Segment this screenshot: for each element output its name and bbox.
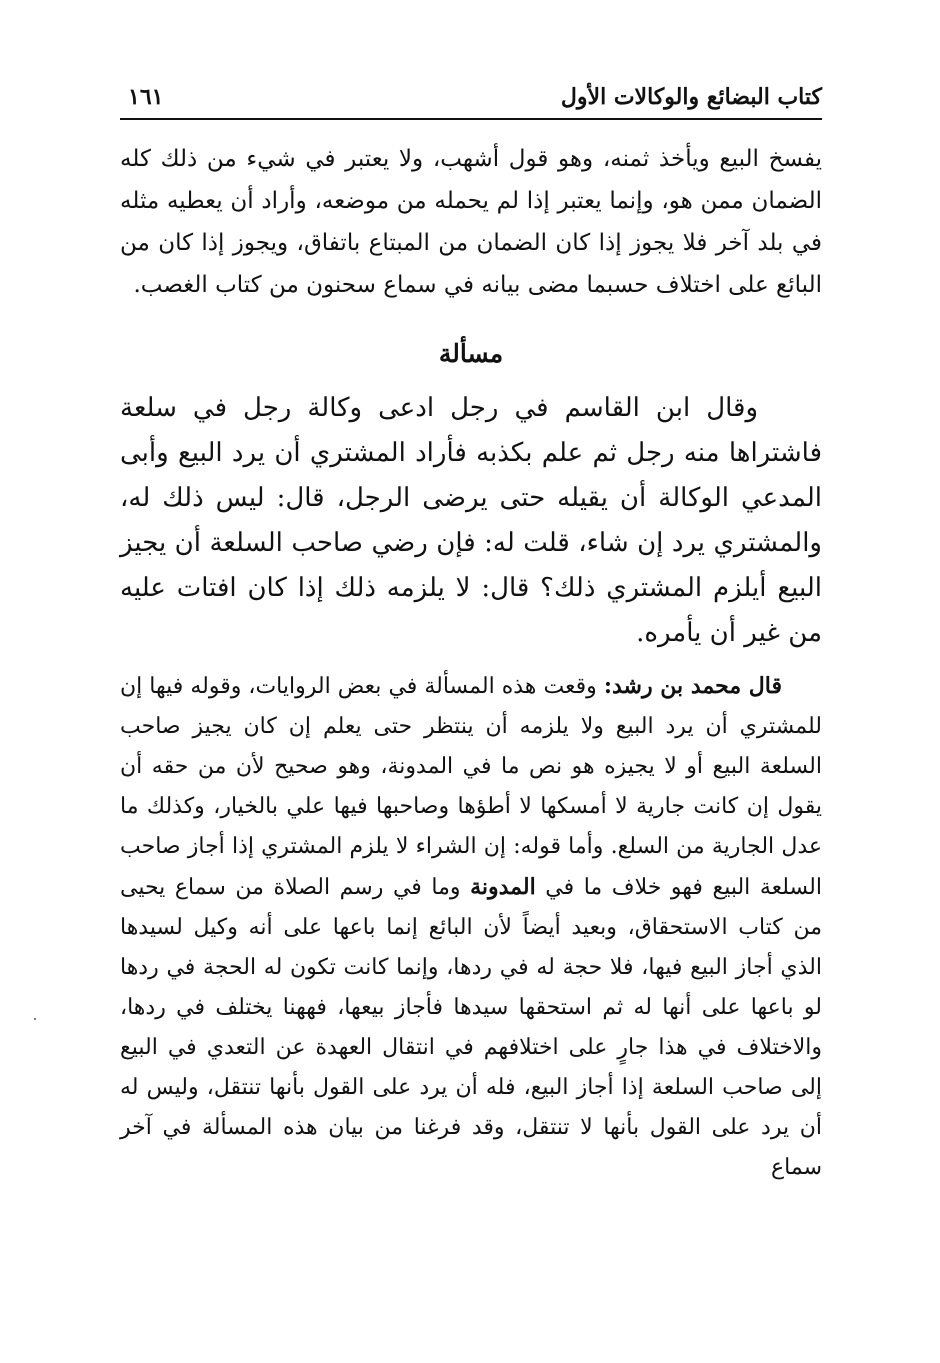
paragraph-question: وقال ابن القاسم في رجل ادعى وكالة رجل في سلعة فاشتراها منه رجل ثم علم بكذبه فأراد المشتري أن يرد البيع وأبى المدعي الوكالة أن يقيله حتى يرضى الرجل، قال: ليس ذلك له، والمشتري يرد إن شاء، قلت له: فإن رضي صاحب السلعة أن يجيز البيع أيلزم المشتري ذلك؟ قال: لا يلزمه ذلك إذا كان افتات عليه من غير أن يأمره. [120, 393, 822, 648]
commentary-speaker: قال محمد بن رشد: [603, 673, 783, 699]
paragraph-continuation: يفسخ البيع ويأخذ ثمنه، وهو قول أشهب، ولا يعتبر في شيء من ذلك كله الضمان ممن هو، وإنما يعتبر إذا لم يحمله من موضعه، وأراد أن يعطيه مثله في بلد آخر فلا يجوز إذا كان الضمان من المبتاع باتفاق، ويجوز إذا كان من البائع على اختلاف حسبما مضى بيانه في سماع سحنون من كتاب الغصب. [120, 146, 822, 298]
commentary-text-2: وما في رسم الصلاة من سماع يحيى من كتاب الاستحقاق، وبعيد أيضاً لأن البائع إنما باعها على أنه وكيل لسيدها الذي أجاز البيع فيها، فلا حجة له في ردها، وإنما كانت تكون له الحجة في ردها لو باعها على أنها له ثم استحقها سيدها فأجاز بيعها، فههنا يختلف في ردها، والاختلاف في هذا جارٍ على اختلافهم في انتقال العهدة عن التعدي في البيع إلى صاحب السلعة إذا أجاز البيع، فله أن يرد على القول بأنها تنتقل، وليس له أن يرد على القول بأنها لا تنتقل، وقد فرغنا من بيان هذه المسألة في آخر سماع [120, 875, 822, 1180]
page-number: ١٦١ [128, 84, 164, 110]
commentary-bold-word: المدونة [470, 874, 536, 900]
scan-speck [34, 1018, 36, 1020]
commentary-text-1: وقعت هذه المسألة في بعض الروايات، وقوله فيها إن للمشتري أن يرد البيع ولا يلزمه أن ينتظر حتى يعلم إن كان يجيز صاحب السلعة البيع أو لا يجيزه هو نص ما في المدونة، وهو صحيح لأن من حقه أن يقول إن كانت جارية لا أمسكها لا أطؤها وصاحبها فيها علي بالخيار، وكذلك ما عدل الجارية من السلع. وأما قوله: إن الشراء لا يلزم المشتري إذا أجاز صاحب السلعة البيع فهو خلاف ما في [120, 674, 822, 900]
running-header [120, 82, 822, 118]
header-rule [120, 118, 822, 120]
paragraph-commentary [120, 666, 822, 1188]
section-heading: مسألة [438, 339, 504, 368]
page-body [120, 138, 822, 1188]
header-title: كتاب البضائع والوكالات الأول [560, 84, 822, 110]
